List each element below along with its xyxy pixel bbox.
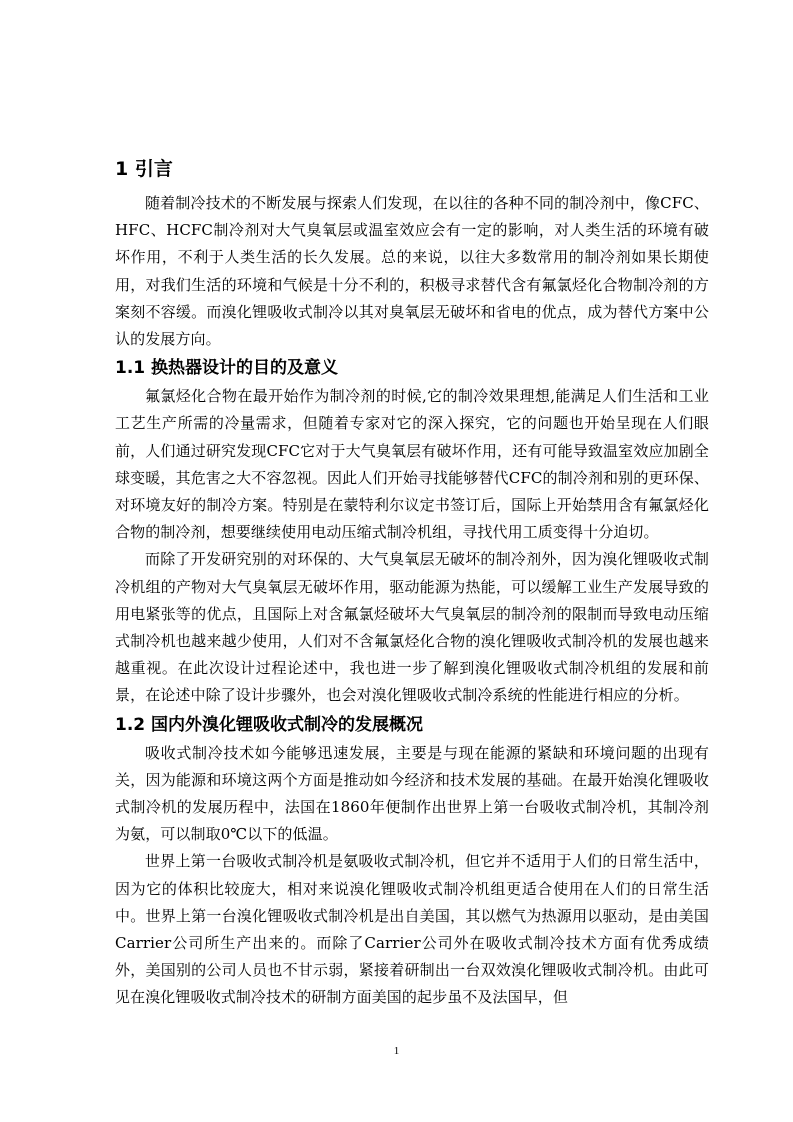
paragraph: 随着制冷技术的不断发展与探索人们发现，在以往的各种不同的制冷剂中，像CFC、HFC、HCFC制冷剂对大气臭氧层或温室效应会有一定的影响，对人类生活的环境有破坏作用，不利于人类生活的长久发展。总的来说，以往大多数常用的制冷剂如果长期使用，对我们生活的环境和气候是十分不利的，积极寻求替代含有氟氯烃化合物制冷剂的方案刻不容缓。而溴化锂吸收式制冷以其对臭氧层无破坏和省电的优点，成为替代方案中公认的发展方向。: [115, 194, 709, 349]
page-number: 1: [393, 1045, 400, 1057]
paragraph: 氟氯烃化合物在最开始作为制冷剂的时候,它的制冷效果理想,能满足人们生活和工业工艺生产所需的冷量需求，但随着专家对它的深入探究，它的问题也开始呈现在人们眼前，人们通过研究发现CFC它对于大气臭氧层有破坏作用，还有可能导致温室效应加剧全球变暖，其危害之大不容忽视。因此人们开始寻找能够替代CFC的制冷剂和别的更环保、对环境友好的制冷方案。特别是在蒙特利尔议定书签订后，国际上开始禁用含有氟氯烃化合物的制冷剂，想要继续使用电动压缩式制冷机组，寻找代用工质变得十分迫切。: [115, 387, 709, 542]
paragraph: 吸收式制冷技术如今能够迅速发展，主要是与现在能源的紧缺和环境问题的出现有关，因为能源和环境这两个方面是推动如今经济和技术发展的基础。在最开始溴化锂吸收式制冷机的发展历程中，法国在1860年便制作出世界上第一台吸收式制冷机，其制冷剂为氨，可以制取0℃以下的低温。: [115, 743, 709, 844]
paragraph: 世界上第一台吸收式制冷机是氨吸收式制冷机，但它并不适用于人们的日常生活中，因为它的体积比较庞大，相对来说溴化锂吸收式制冷机组更适合使用在人们的日常生活中。世界上第一台溴化锂吸收式制冷机是出自美国，其以燃气为热源用以驱动，是由美国Carrier公司所生产出来的。而除了Carrier公司外在吸收式制冷技术方面有优秀成绩外，美国别的公司人员也不甘示弱，紧接着研制出一台双效溴化锂吸收式制冷机。由此可见在溴化锂吸收式制冷技术的研制方面美国的起步虽不及法国早，但: [115, 852, 709, 1007]
section-heading-development: 1.2 国内外溴化锂吸收式制冷的发展概况: [115, 714, 424, 735]
page-body: [115, 152, 709, 1012]
section-heading-introduction: 1 引言: [115, 158, 173, 180]
paragraph: 而除了开发研究别的对环保的、大气臭氧层无破坏的制冷剂外，因为溴化锂吸收式制冷机组的产物对大气臭氧层无破坏作用，驱动能源为热能，可以缓解工业生产发展导致的用电紧张等的优点，且国际上对含氟氯烃破坏大气臭氧层的制冷剂的限制而导致电动压缩式制冷机也越来越少使用，人们对不含氟氯烃化合物的溴化锂吸收式制冷机的发展也越来越重视。在此次设计过程论述中，我也进一步了解到溴化锂吸收式制冷机组的发展和前景，在论述中除了设计步骤外，也会对溴化锂吸收式制冷系统的性能进行相应的分析。: [115, 550, 709, 705]
section-heading-purpose: 1.1 换热器设计的目的及意义: [115, 358, 339, 379]
